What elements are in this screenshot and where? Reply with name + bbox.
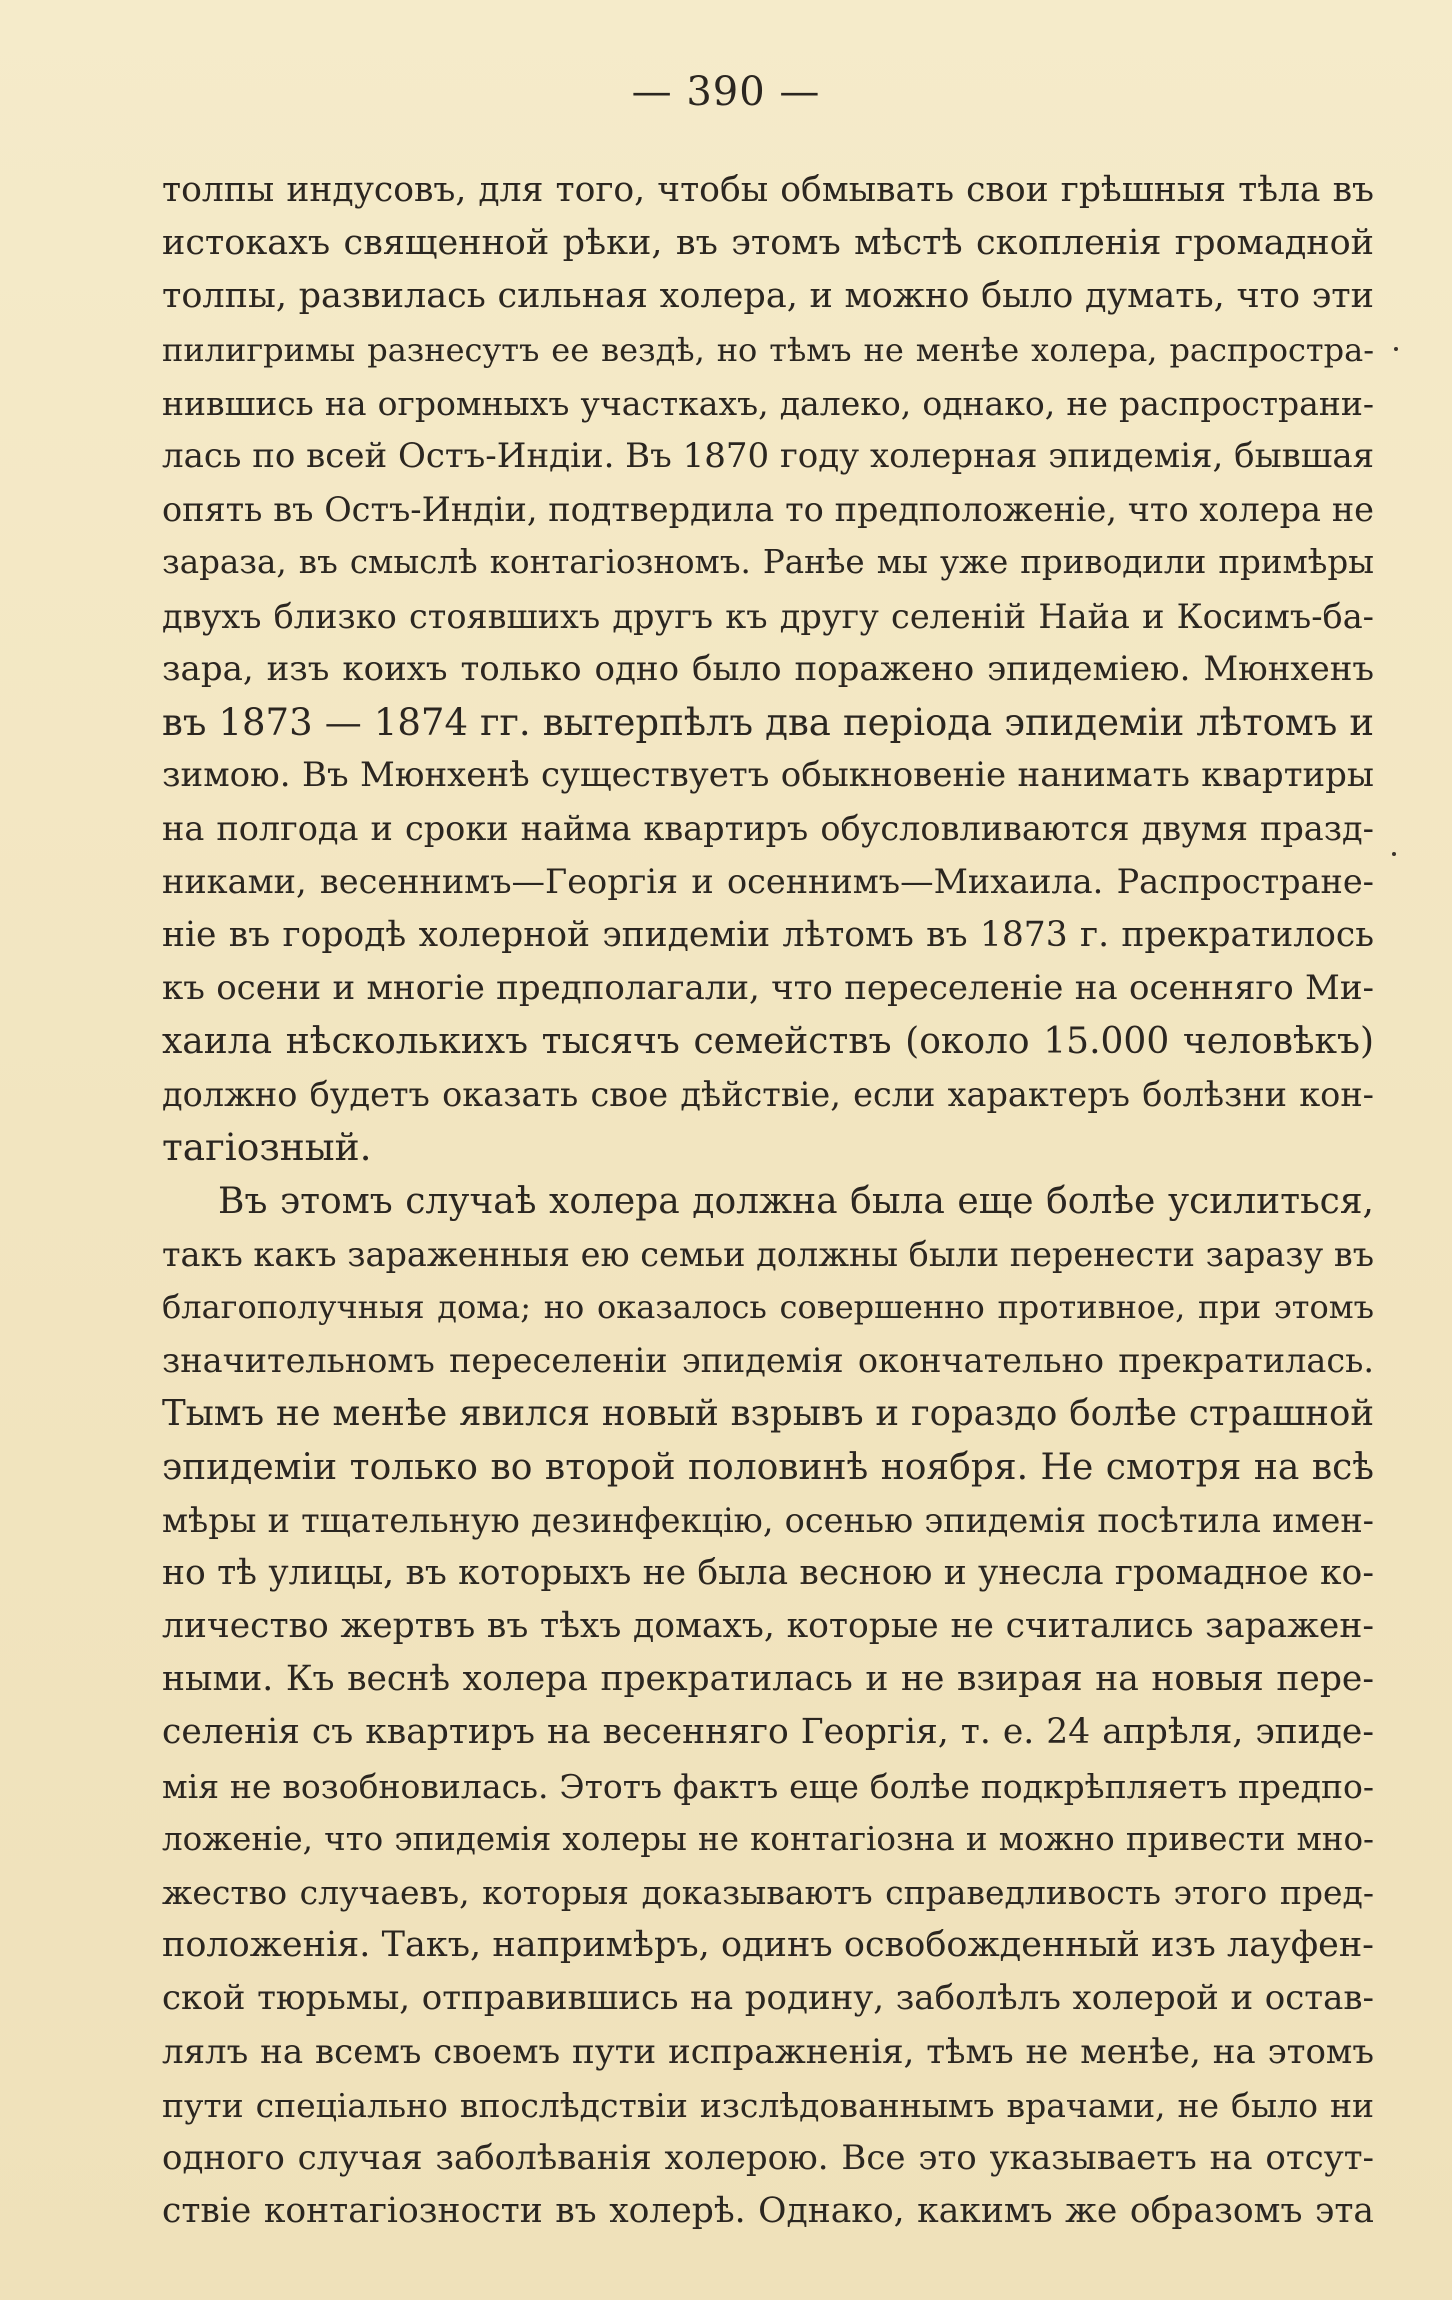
text-line-paragraph-start: Въ этомъ случаѣ холера должна была еще болѣе усилиться, xyxy=(218,1180,1374,1222)
text-line: ствіе контагіозности въ холерѣ. Однако, какимъ же образомъ эта xyxy=(162,2191,1374,2232)
body-text xyxy=(162,164,1374,2238)
text-line: одного случая заболѣванія холерою. Все это указываетъ на отсут- xyxy=(162,2137,1374,2178)
text-line: толпы, развилась сильная холера, и можно было думать, что эти xyxy=(162,276,1374,317)
text-line: эпидеміи только во второй половинѣ ноября. Не смотря на всѣ xyxy=(162,1446,1374,1488)
text-line: должно будетъ оказать свое дѣйствіе, если характеръ болѣзни кон- xyxy=(162,1075,1374,1115)
text-line: никами, весеннимъ—Георгія и осеннимъ—Михаила. Распростране- xyxy=(162,862,1374,902)
text-line: истокахъ священной рѣки, въ этомъ мѣстѣ скопленія громадной xyxy=(162,223,1374,264)
margin-dot xyxy=(1392,852,1396,856)
text-line: къ осени и многіе предполагали, что переселеніе на осенняго Ми- xyxy=(162,967,1374,1008)
text-line: жество случаевъ, которыя доказываютъ справедливость этого пред- xyxy=(162,1873,1374,1912)
text-line: хаила нѣсколькихъ тысячъ семействъ (около 15.000 человѣкъ) xyxy=(162,1021,1374,1062)
text-line: такъ какъ зараженныя ею семьи должны были перенести заразу въ xyxy=(162,1234,1374,1274)
text-line: ными. Къ веснѣ холера прекратилась и не взирая на новыя пере- xyxy=(162,1659,1374,1700)
text-line: зара, изъ коихъ только одно было поражено эпидеміею. Мюнхенъ xyxy=(162,648,1374,689)
text-line: ской тюрьмы, отправившись на родину, заболѣлъ холерой и остав- xyxy=(162,1978,1374,2019)
text-line: пилигримы разнесутъ ее вездѣ, но тѣмъ не менѣе холера, распростра- xyxy=(162,330,1374,369)
text-line: ложеніе, что эпидемія холеры не контагіозна и можно привести мно- xyxy=(162,1819,1374,1858)
text-line: лась по всей Остъ-Индіи. Въ 1870 году холерная эпидемія, бывшая xyxy=(162,435,1374,476)
text-line: ніе въ городѣ холерной эпидеміи лѣтомъ въ 1873 г. прекратилось xyxy=(162,914,1374,955)
text-line: на полгода и сроки найма квартиръ обусловливаются двумя празд- xyxy=(162,809,1374,849)
text-line: пути спеціально впослѣдствіи изслѣдованнымъ врачами, не было ни xyxy=(162,2085,1374,2125)
text-line: положенія. Такъ, напримѣръ, одинъ освобожденный изъ лауфен- xyxy=(162,1925,1374,1966)
text-line: Тымъ не менѣе явился новый взрывъ и гораздо болѣе страшной xyxy=(162,1393,1374,1435)
text-line-paragraph-end: тагіозный. xyxy=(162,1125,372,1170)
text-line: толпы индусовъ, для того, чтобы обмывать свои грѣшныя тѣла въ xyxy=(162,170,1374,210)
text-line: мія не возобновилась. Этотъ фактъ еще болѣе подкрѣпляетъ предпо- xyxy=(162,1766,1374,1806)
text-line: нившись на огромныхъ участкахъ, далеко, однако, не распространи- xyxy=(162,383,1374,423)
page-number: — 390 — xyxy=(631,69,821,115)
text-line: личество жертвъ въ тѣхъ домахъ, которые не считались заражен- xyxy=(162,1606,1374,1647)
text-line: въ 1873 — 1874 гг. вытерпѣлъ два періода эпидеміи лѣтомъ и xyxy=(162,700,1374,744)
margin-dot xyxy=(1394,347,1398,351)
text-line: но тѣ улицы, въ которыхъ не была весною и унесла громадное ко- xyxy=(162,1552,1374,1593)
text-line: мѣры и тщательную дезинфекцію, осенью эпидемія посѣтила имен- xyxy=(162,1500,1374,1540)
text-line: зимою. Въ Мюнхенѣ существуетъ обыкновеніе нанимать квартиры xyxy=(162,755,1374,796)
text-line: лялъ на всемъ своемъ пути испражненія, тѣмъ не менѣе, на этомъ xyxy=(162,2031,1374,2072)
text-line: значительномъ переселеніи эпидемія окончательно прекратилась. xyxy=(162,1341,1374,1381)
text-line: опять въ Остъ-Индіи, подтвердила то предположеніе, что холера не xyxy=(162,490,1374,530)
text-line: двухъ близко стоявшихъ другъ къ другу селеній Найа и Косимъ-ба- xyxy=(162,596,1374,636)
text-line: селенія съ квартиръ на весенняго Георгія, т. е. 24 апрѣля, эпиде- xyxy=(162,1712,1374,1753)
text-line: зараза, въ смыслѣ контагіозномъ. Ранѣе мы уже приводили примѣры xyxy=(162,543,1374,582)
text-line: благополучныя дома; но оказалось совершенно противное, при этомъ xyxy=(162,1287,1374,1326)
